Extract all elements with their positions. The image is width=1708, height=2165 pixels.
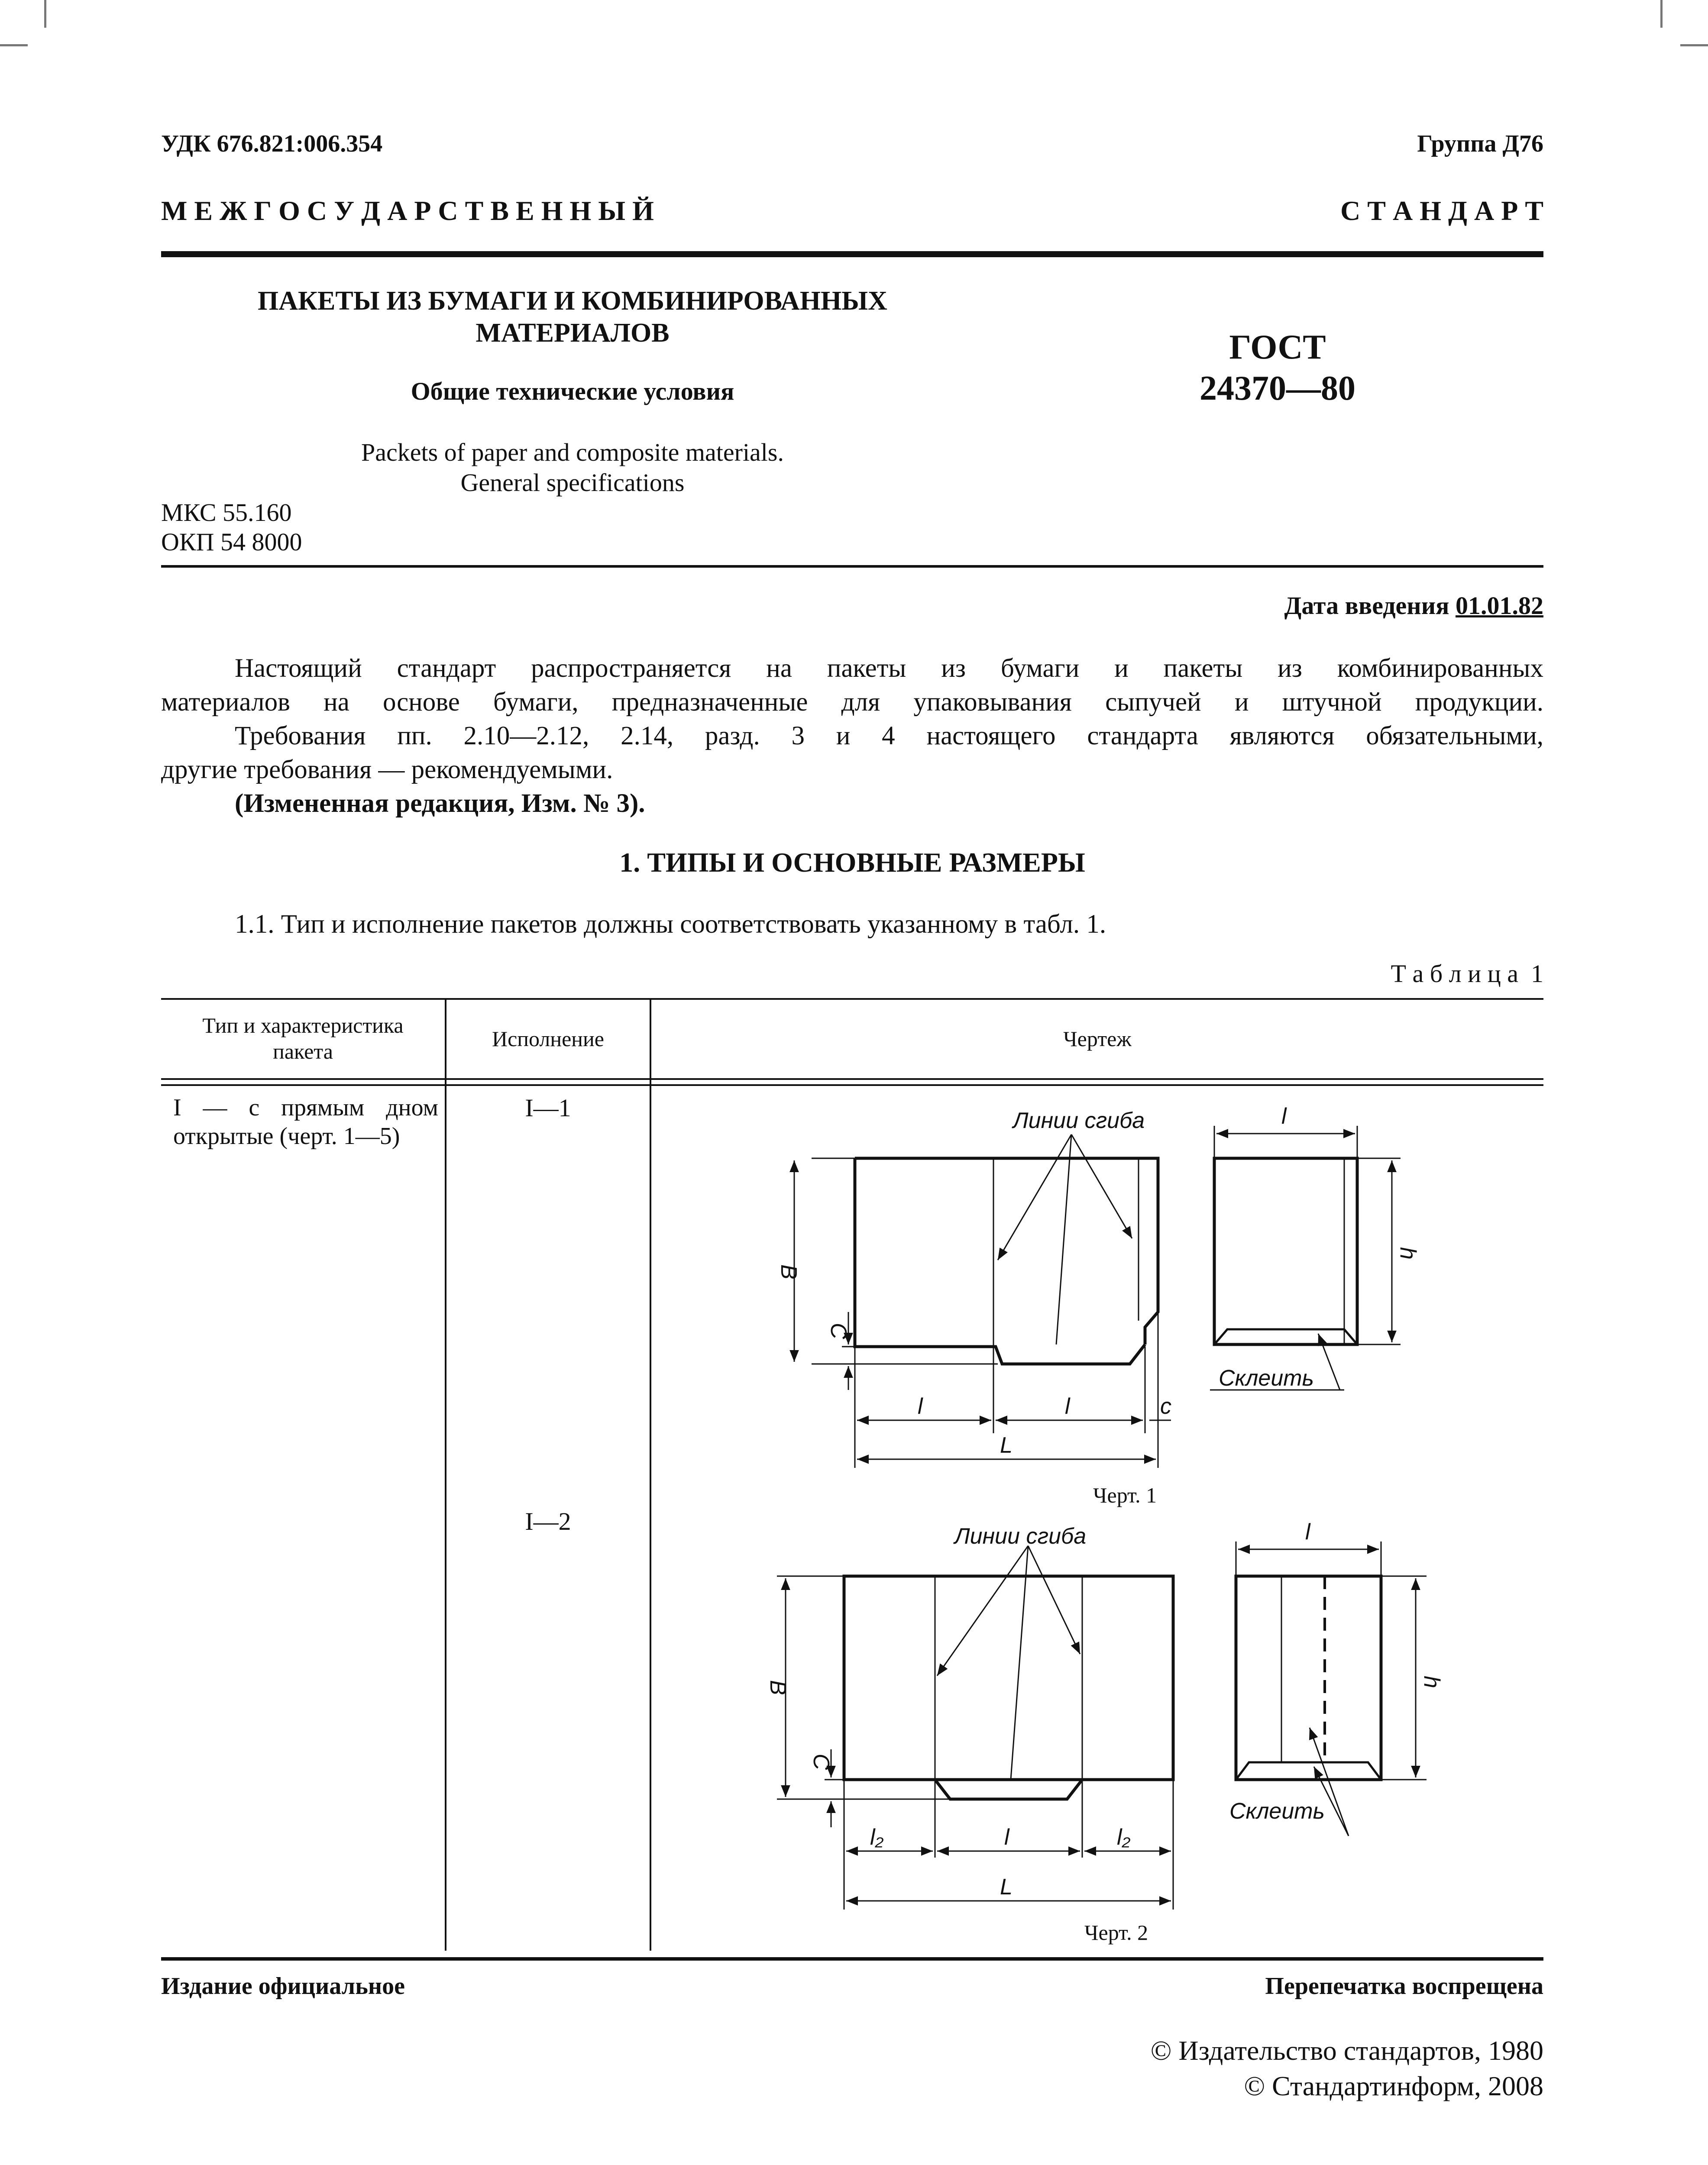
classification-codes — [161, 498, 302, 557]
gost-label: ГОСТ — [1229, 328, 1326, 366]
cell-execution-1: I—1 — [525, 1094, 571, 1122]
document-title — [161, 285, 984, 349]
label-C: C — [826, 1323, 851, 1339]
header-rule — [161, 251, 1543, 257]
label-h: h — [1395, 1247, 1420, 1260]
glue-seam — [1236, 1762, 1381, 1780]
column-header-drawing: Чертеж — [1063, 1027, 1132, 1051]
table-label: Т а б л и ц а 1 — [1391, 960, 1543, 988]
label-B: B — [765, 1680, 790, 1695]
label-C: C — [809, 1754, 834, 1770]
table-header-rule — [161, 1078, 1543, 1080]
glue-label: Склеить — [1229, 1799, 1325, 1824]
caption-drawing-1: Черт. 1 — [1093, 1483, 1157, 1507]
copyright-2: © Стандартинформ, 2008 — [1244, 2071, 1543, 2101]
date-label: Дата введения — [1284, 591, 1449, 620]
reprint-notice: Перепечатка воспрещена — [1265, 1973, 1543, 2000]
bag-outline-bottom — [855, 1158, 1145, 1364]
crop-mark — [44, 0, 46, 28]
cell-packet-type — [173, 1093, 438, 1150]
bag-outline — [855, 1158, 1158, 1344]
clause-1-1: 1.1. Тип и исполнение пакетов должны соответствовать указанному в табл. 1. — [235, 910, 1106, 939]
official-edition: Издание официальное — [161, 1973, 405, 2000]
glue-label: Склеить — [1219, 1366, 1314, 1391]
english-title-line-1: Packets of paper and composite materials. — [361, 438, 784, 466]
side-view-outline — [1236, 1576, 1381, 1780]
bag-outline — [844, 1576, 1173, 1780]
standard-label: С Т А Н Д А Р Т — [1340, 195, 1543, 226]
gost-number: 24370—80 — [1200, 369, 1355, 407]
table-bottom-border — [161, 1957, 1543, 1961]
paragraph-line: материалов на основе бумаги, предназначенные для упаковывания сыпучей и штучной продукции. — [161, 688, 1543, 717]
leader-line — [1318, 1334, 1340, 1390]
crop-mark — [1680, 44, 1708, 46]
leader-line — [1028, 1546, 1080, 1654]
leader-line — [937, 1546, 1028, 1676]
drawing-2 — [777, 1541, 1427, 1910]
label-c: c — [1160, 1394, 1171, 1419]
paragraph-line: Требования пп. 2.10—2.12, 2.14, разд. 3 и 4 настоящего стандарта являются обязательными, — [235, 721, 1543, 750]
amendment-note: (Измененная редакция, Изм. № 3). — [235, 789, 645, 818]
section-heading: 1. ТИПЫ И ОСНОВНЫЕ РАЗМЕРЫ — [619, 847, 1085, 878]
cell-execution-2: I—2 — [525, 1507, 571, 1535]
label-l2: l₂ — [1117, 1825, 1131, 1850]
date-value: 01.01.82 — [1456, 591, 1543, 620]
label-L: L — [1000, 1433, 1013, 1458]
copyright-block — [1151, 2033, 1543, 2104]
intro-paragraphs — [161, 652, 1543, 821]
leader-line — [1056, 1134, 1071, 1344]
table-top-border — [161, 998, 1543, 1000]
label-B: B — [776, 1264, 801, 1280]
column-header-execution: Исполнение — [492, 1027, 604, 1051]
title-line-1: ПАКЕТЫ ИЗ БУМАГИ И КОМБИНИРОВАННЫХ — [258, 286, 887, 316]
udk-code: УДК 676.821:006.354 — [161, 130, 383, 157]
label-l: l — [1004, 1825, 1009, 1850]
leader-line — [1011, 1546, 1028, 1780]
group-code: Группа Д76 — [1417, 130, 1543, 157]
fold-lines-label: Линии сгиба — [1013, 1108, 1145, 1133]
copyright-1: © Издательство стандартов, 1980 — [1150, 2035, 1543, 2066]
label-L: L — [1000, 1874, 1013, 1900]
mks-code: МКС 55.160 — [161, 498, 292, 527]
label-l2: l₂ — [870, 1825, 884, 1850]
paragraph-line: другие требования — рекомендуемыми. — [161, 755, 613, 784]
leader-line — [1071, 1134, 1132, 1238]
english-title-line-2: General specifications — [460, 469, 685, 497]
paragraph-line: Настоящий стандарт распространяется на пакеты из бумаги и пакеты из комбинированных — [235, 654, 1543, 683]
drawing-1 — [794, 1126, 1401, 1468]
document-subtitle: Общие технические условия — [411, 377, 734, 405]
label-l: l — [1281, 1104, 1287, 1129]
okp-code: ОКП 54 8000 — [161, 528, 302, 556]
label-l: l — [918, 1394, 923, 1419]
glue-seam — [1214, 1329, 1357, 1344]
interstate-label: М Е Ж Г О С У Д А Р С Т В Е Н Н Ы Й — [161, 195, 654, 226]
label-h: h — [1419, 1676, 1444, 1688]
bag-outline-bottom — [935, 1780, 1082, 1799]
column-header-type-line1: Тип и характеристика — [202, 1013, 404, 1037]
caption-drawing-2: Черт. 2 — [1084, 1920, 1148, 1945]
column-header-type — [161, 1012, 445, 1064]
table-header-rule — [161, 1084, 1543, 1086]
english-title — [161, 437, 984, 498]
fold-lines-label: Линии сгиба — [954, 1524, 1087, 1549]
side-view-outline — [1214, 1158, 1357, 1344]
table-column-divider — [445, 998, 446, 1951]
label-l: l — [1065, 1394, 1070, 1419]
gost-designation — [1148, 327, 1407, 409]
title-line-2: МАТЕРИАЛОВ — [476, 318, 670, 348]
cell-packet-type-line1: I — с прямым дном — [173, 1094, 438, 1121]
leader-line — [998, 1134, 1071, 1260]
cell-packet-type-line2: открытые (черт. 1—5) — [173, 1123, 400, 1150]
introduction-date — [1284, 591, 1543, 620]
crop-mark — [1660, 0, 1663, 28]
technical-drawings — [651, 1087, 1543, 1957]
column-header-type-line2: пакета — [273, 1039, 333, 1063]
label-l: l — [1305, 1519, 1310, 1545]
crop-mark — [0, 44, 28, 46]
title-rule — [161, 565, 1543, 568]
